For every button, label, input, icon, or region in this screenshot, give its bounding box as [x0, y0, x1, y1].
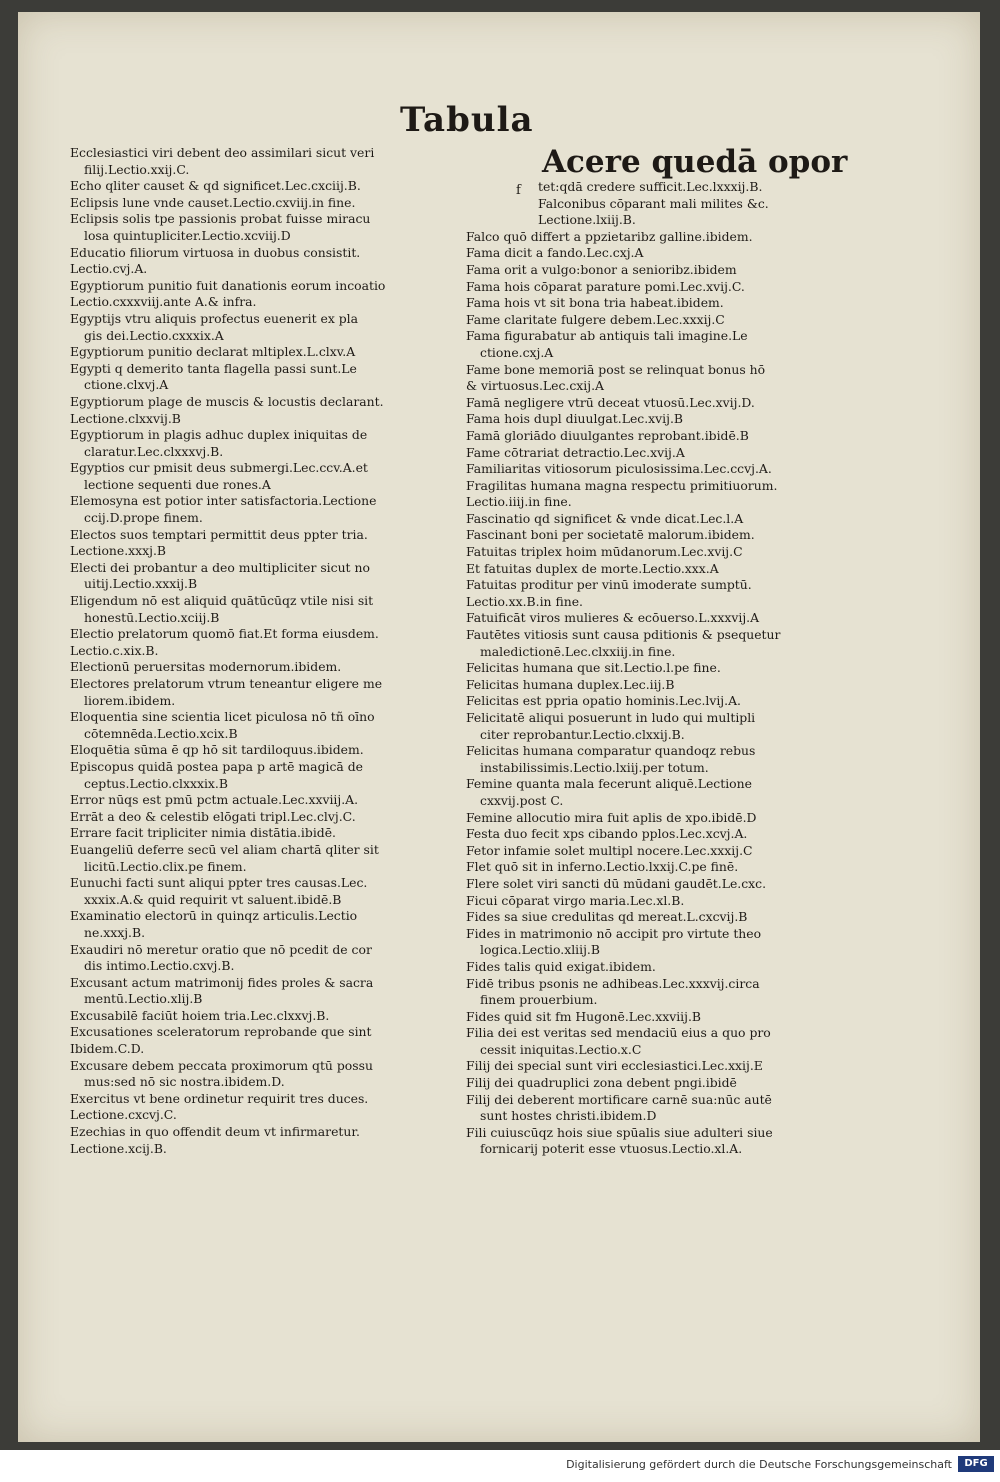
index-entry-line: Fama dicit a fando.Lec.cxj.A [466, 245, 644, 261]
index-entry-line: Fides sa siue credulitas qd mereat.L.cxcvij.B [466, 909, 748, 925]
index-entry-line: claratur.Lec.clxxxvj.B. [84, 443, 224, 459]
index-entry-line: Felicitas est ppria opatio hominis.Lec.lvij.A. [466, 693, 741, 709]
index-entry-line: Lectio.c.xix.B. [70, 642, 159, 658]
index-entry-line: Lectio.cxxxviij.ante A.& infra. [70, 294, 257, 310]
index-entry-line: maledictionē.Lec.clxxiij.in fine. [480, 643, 676, 659]
index-entry-line: Episcopus quidā postea papa p artē magicā de [70, 758, 363, 774]
index-entry-line: mus:sed nō sic nostra.ibidem.D. [84, 1074, 285, 1090]
index-entry-line: Electio prelatorum quomō fiat.Et forma eiusdem. [70, 626, 379, 642]
index-entry-line: Echo qliter causet & qd significet.Lec.cxciij.B. [70, 178, 361, 194]
index-entry-line: Electi dei probantur a deo multipliciter sicut no [70, 559, 370, 575]
index-entry-line: Filij dei quadruplici zona debent pngi.ibidē [466, 1075, 737, 1091]
index-entry-line: Fame claritate fulgere debem.Lec.xxxij.C [466, 311, 725, 327]
index-entry-line: Fides talis quid exigat.ibidem. [466, 958, 656, 974]
index-entry-line: Femine allocutio mira fuit aplis de xpo.ibidē.D [466, 809, 757, 825]
index-entry-line: Filij dei special sunt viri ecclesiastici.Lec.xxij.E [466, 1058, 763, 1074]
dfg-logo: DFG [958, 1456, 994, 1472]
index-entry-line: Ecclesiastici viri debent deo assimilari sicut veri [70, 145, 375, 160]
index-entry-line: cxxvij.post C. [480, 792, 564, 808]
index-entry-line: Electos suos temptari permittit deus ppter tria. [70, 526, 368, 542]
index-entry-line: ne.xxxj.B. [84, 924, 146, 940]
index-entry-line: xxxix.A.& quid requirit vt saluent.ibidē.B [84, 891, 342, 907]
index-entry-line: filij.Lectio.xxij.C. [84, 161, 190, 177]
index-entry-line: cōtemnēda.Lectio.xcix.B [84, 725, 238, 741]
index-entry-line: Lectione.xxxj.B [70, 543, 167, 559]
index-entry-line: ceptus.Lectio.clxxxix.B [84, 775, 228, 791]
index-entry-line: Eclipsis solis tpe passionis probat fuisse miracu [70, 211, 371, 227]
index-entry-line: Fili cuiuscūqz hois siue spūalis siue adulteri siue [466, 1124, 773, 1140]
index-entry-line: Lectione.lxiij.B. [538, 212, 636, 228]
index-entry-line: Egyptiorum punitio fuit danationis eorum incoatio [70, 277, 386, 293]
index-entry-line: Lectio.iiij.in fine. [466, 494, 572, 510]
index-entry-line: Fama figurabatur ab antiquis tali imagine.Le [466, 328, 748, 344]
index-entry-line: Filij dei deberent mortificare carnē sua:nūc autē [466, 1091, 772, 1107]
index-entry-line: Ezechias in quo offendit deum vt infirmaretur. [70, 1124, 360, 1140]
index-entry-line: cessit iniquitas.Lectio.x.C [480, 1041, 642, 1057]
index-entry-line: Fatuitas triplex hoim mūdanorum.Lec.xvij.C [466, 544, 743, 560]
index-entry-line: Et fatuitas duplex de morte.Lectio.xxx.A [466, 560, 719, 576]
index-entry-line: Ficui cōparat virgo maria.Lec.xl.B. [466, 892, 685, 908]
funding-notice: Digitalisierung gefördert durch die Deutsche Forschungsgemeinschaft [566, 1458, 952, 1471]
index-entry-line: Excusare debem peccata proximorum qtū possu [70, 1057, 373, 1073]
index-entry-line: Exaudiri nō meretur oratio que nō pcedit de cor [70, 941, 372, 957]
index-entry-line: Eloquētia sūma ē qp hō sit tardiloquus.ibidem. [70, 742, 364, 758]
index-entry-line: Flere solet viri sancti dū mūdani gaudēt.Le.cxc. [466, 875, 767, 891]
index-entry-line: ctione.cxj.A [480, 344, 554, 360]
index-entry-line: Famā gloriādo diuulgantes reprobant.ibidē.B [466, 427, 749, 443]
index-entry-line: Excusabilē faciūt hoiem tria.Lec.clxxvj.B. [70, 1007, 330, 1023]
index-entry-line: Felicitas humana que sit.Lectio.l.pe fine. [466, 660, 721, 676]
index-entry-line: Fides in matrimonio nō accipit pro virtute theo [466, 925, 762, 941]
index-entry-line: Famā negligere vtrū deceat vtuosū.Lec.xvij.D. [466, 394, 755, 410]
index-entry-line: finem prouerbium. [480, 992, 598, 1008]
index-entry-line: Fetor infamie solet multipl nocere.Lec.xxxij.C [466, 842, 753, 858]
index-entry-line: ctione.clxvj.A [84, 377, 169, 393]
index-entry-line: Electores prelatorum vtrum teneantur eligere me [70, 676, 383, 691]
index-entry-line: tet:qdā credere sufficit.Lec.lxxxij.B. [538, 179, 763, 194]
index-entry-line: Fama hois vt sit bona tria habeat.ibidem. [466, 295, 724, 311]
index-entry-line: Ibidem.C.D. [70, 1041, 145, 1057]
index-entry-line: licitū.Lectio.clix.pe finem. [84, 858, 247, 874]
index-entry-line: Lectio.xx.B.in fine. [466, 593, 583, 609]
index-entry-line: Lectione.xcij.B. [70, 1140, 167, 1156]
footer-bar [0, 1450, 1000, 1482]
index-entry-line: dis intimo.Lectio.cxvj.B. [84, 958, 235, 974]
index-entry-line: logica.Lectio.xliij.B [480, 942, 600, 958]
index-entry-line: Falco quō differt a ppzietaribz galline.ibidem. [466, 228, 753, 244]
index-entry-line: lectione sequenti due rones.A [84, 476, 271, 492]
left-index-column [70, 145, 465, 1157]
index-entry-line: Egyptios cur pmisit deus submergi.Lec.ccv.A.et [70, 460, 368, 476]
index-entry-line: Lectione.cxcvj.C. [70, 1107, 177, 1123]
index-entry-line: Felicitas humana duplex.Lec.iij.B [466, 676, 675, 692]
index-entry-line: Fatuificāt viros mulieres & ecōuerso.L.xxxvij.A [466, 610, 760, 626]
index-entry-line: & virtuosus.Lec.cxij.A [466, 378, 604, 394]
index-entry-line: Flet quō sit in inferno.Lectio.lxxij.C.pe finē. [466, 859, 739, 875]
index-entry-line: Falconibus cōparant mali milites &c. [538, 195, 769, 211]
index-entry-line: Egyptijs vtru aliquis profectus euenerit ex pla [70, 310, 359, 326]
index-entry-line: Fascinant boni per societatē malorum.ibidem. [466, 527, 755, 543]
index-entry-line: Euangeliū deferre secū vel aliam chartā qliter sit [70, 841, 379, 857]
index-entry-line: Fatuitas proditur per vinū imoderate sumptū. [466, 577, 752, 593]
index-entry-line: Fautētes vitiosis sunt causa pditionis & psequetur [466, 627, 781, 643]
index-entry-line: liorem.ibidem. [84, 692, 176, 708]
index-entry-line: instabilissimis.Lectio.lxiij.per totum. [480, 759, 709, 775]
index-entry-line: Egyptiorum in plagis adhuc duplex iniquitas de [70, 427, 368, 443]
index-entry-line: gis dei.Lectio.cxxxix.A [84, 327, 224, 343]
index-entry-line: Elemosyna est potior inter satisfactoria.Lectione [70, 493, 377, 509]
index-entry-line: Egyptiorum plage de muscis & locustis declarant. [70, 393, 384, 409]
index-entry-line: Educatio filiorum virtuosa in duobus consistit. [70, 244, 361, 260]
index-entry-line: Lectio.cvj.A. [70, 261, 148, 277]
section-initial-heading: Acere quedā opor [542, 144, 848, 180]
index-entry-line: Fascinatio qd significet & vnde dicat.Lec.l.A [466, 510, 744, 526]
index-entry-line: fornicarij poterit esse vtuosus.Lectio.xl.A. [480, 1141, 743, 1157]
index-entry-line: Egyptiorum punitio declarat mltiplex.L.clxv.A [70, 344, 356, 360]
index-entry-line: Eligendum nō est aliquid quātūcūqz vtile nisi sit [70, 593, 374, 609]
index-entry-line: sunt hostes christi.ibidem.D [480, 1108, 657, 1124]
index-entry-line: honestū.Lectio.xciij.B [84, 609, 220, 625]
index-entry-line: Fame cōtrariat detractio.Lec.xvij.A [466, 444, 685, 460]
index-entry-line: ccij.D.prope finem. [84, 510, 203, 526]
index-entry-line: Fame bone memoriā post se relinquat bonus hō [466, 361, 766, 377]
index-entry-line: Fragilitas humana magna respectu primitiuorum. [466, 477, 778, 493]
index-entry-line: Festa duo fecit xps cibando pplos.Lec.xcvj.A. [466, 826, 748, 842]
index-entry-line: Fides quid sit fm Hugonē.Lec.xxviij.B [466, 1008, 702, 1024]
index-entry-line: Examinatio electorū in quinqz articulis.Lectio [70, 908, 358, 924]
page-header-title: Tabula [400, 100, 534, 140]
index-entry-line: Eclipsis lune vnde causet.Lectio.cxviij.in fine. [70, 194, 356, 210]
section-letter-marker: f [516, 183, 521, 198]
index-entry-line: Excusant actum matrimonij fides proles & sacra [70, 974, 374, 990]
index-entry-line: Filia dei est veritas sed mendaciū eius a quo pro [466, 1025, 771, 1041]
index-entry-line: Errare facit tripliciter nimia distātia.ibidē. [70, 825, 336, 841]
index-entry-line: Error nūqs est pmū pctm actuale.Lec.xxviij.A. [70, 792, 359, 808]
index-entry-line: uitij.Lectio.xxxij.B [84, 576, 198, 592]
index-entry-line: losa quintupliciter.Lectio.xcviij.D [84, 227, 291, 243]
index-entry-line: Eunuchi facti sunt aliqui ppter tres causas.Lec. [70, 875, 368, 891]
index-entry-line: Egypti q demerito tanta flagella passi sunt.Le [70, 360, 357, 376]
index-entry-line: Excusationes sceleratorum reprobande que sint [70, 1024, 372, 1040]
index-entry-line: Electionū peruersitas modernorum.ibidem. [70, 659, 342, 675]
index-entry-line: Familiaritas vitiosorum piculosissima.Lec.ccvj.A. [466, 461, 772, 477]
index-entry-line: Fama hois cōparat parature pomi.Lec.xvij.C. [466, 278, 745, 294]
right-index-column [466, 145, 858, 1158]
index-entry-line: Exercitus vt bene ordinetur requirit tres duces. [70, 1090, 369, 1106]
index-entry-line: Felicitas humana comparatur quandoqz rebus [466, 743, 756, 759]
index-entry-line: Fama orit a vulgo:bonor a senioribz.ibidem [466, 261, 737, 277]
index-entry-line: Felicitatē aliqui posuerunt in ludo qui multipli [466, 710, 756, 725]
index-entry-line: citer reprobantur.Lectio.clxxij.B. [480, 726, 685, 742]
index-entry-line: Eloquentia sine scientia licet piculosa nō tñ oīno [70, 709, 375, 725]
index-entry-line: Femine quanta mala fecerunt aliquē.Lectione [466, 776, 752, 792]
index-entry-line: Fama hois dupl diuulgat.Lec.xvij.B [466, 411, 683, 427]
index-entry-line: mentū.Lectio.xlij.B [84, 991, 203, 1007]
index-entry-line: Lectione.clxxvij.B [70, 410, 181, 426]
index-entry-line: Fidē tribus psonis ne adhibeas.Lec.xxxvij.circa [466, 975, 760, 991]
index-entry-line: Errāt a deo & celestib elōgati tripl.Lec.clvj.C. [70, 808, 356, 824]
